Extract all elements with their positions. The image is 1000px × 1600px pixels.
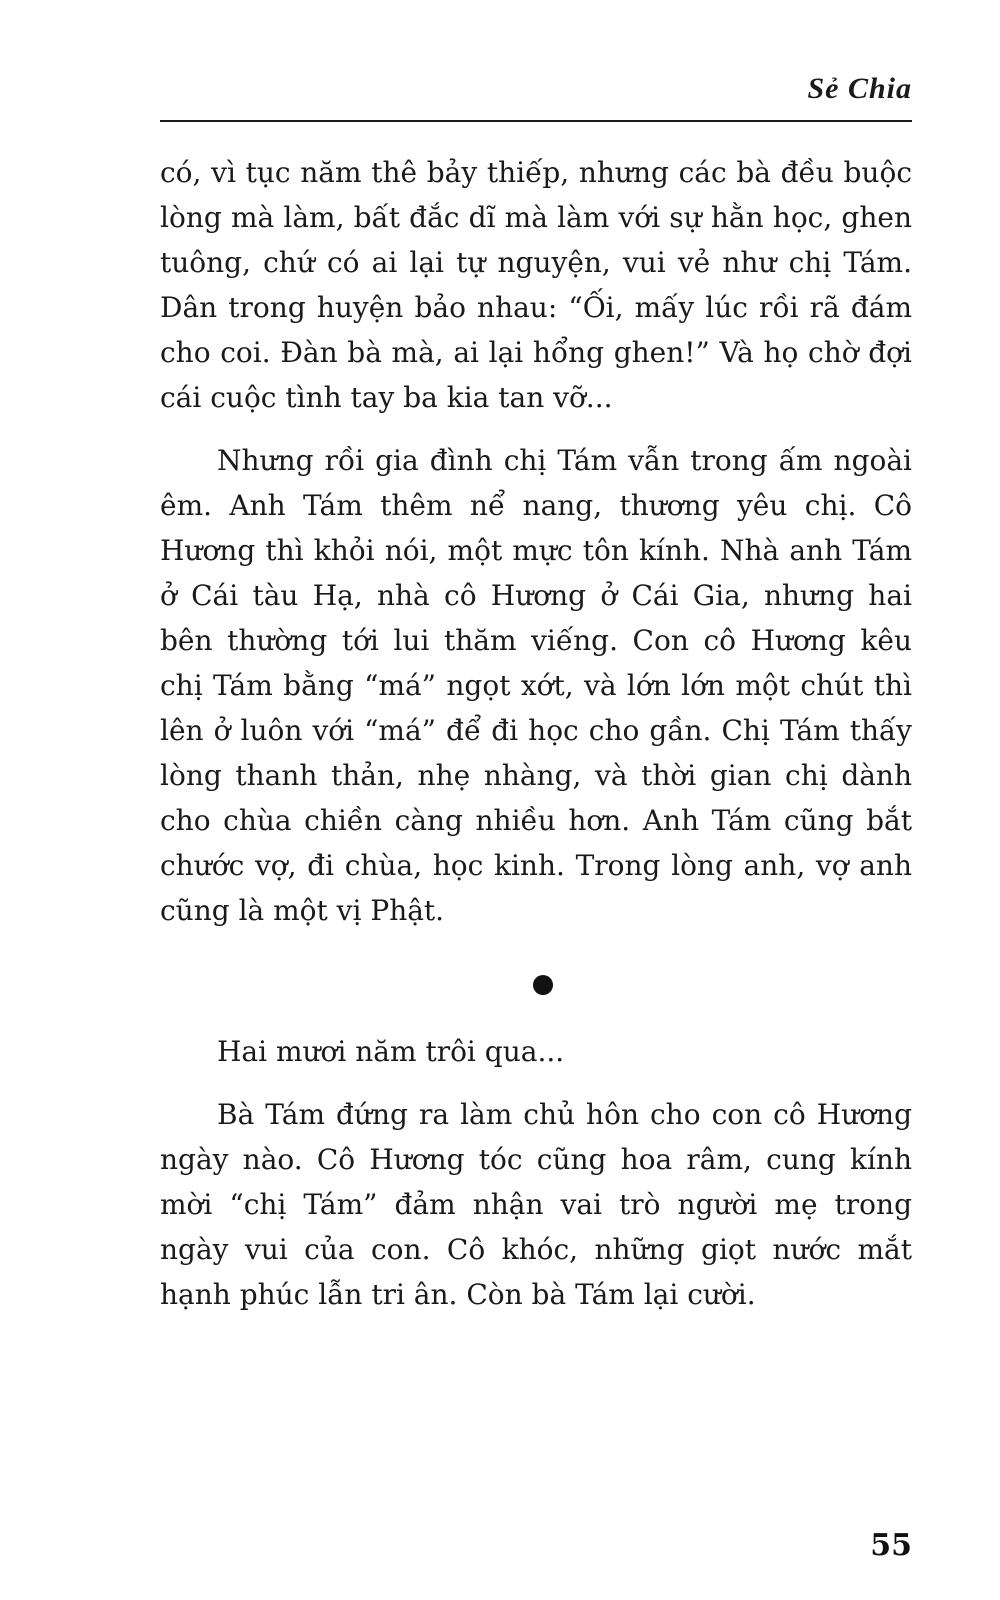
paragraph: Bà Tám đứng ra làm chủ hôn cho con cô Hương ngày nào. Cô Hương tóc cũng hoa râm, cung kính mời “chị Tám” đảm nhận vai trò người mẹ trong ngày vui của con. Cô khóc, những giọt nước mắt hạnh phúc lẫn tri ân. Còn bà Tám lại cười. — [160, 1098, 912, 1311]
section-separator — [160, 951, 912, 1011]
bullet-ornament-icon — [533, 975, 553, 995]
running-header-title: Sẻ Chia — [807, 72, 912, 105]
body-text — [160, 150, 912, 1317]
paragraph: Nhưng rồi gia đình chị Tám vẫn trong ấm ngoài êm. Anh Tám thêm nể nang, thương yêu chị. Cô Hương thì khỏi nói, một mực tôn kính. Nhà anh Tám ở Cái tàu Hạ, nhà cô Hương ở Cái Gia, nhưng hai bên thường tới lui thăm viếng. Con cô Hương kêu chị Tám bằng “má” ngọt xớt, và lớn lớn một chút thì lên ở luôn với “má” để đi học cho gần. Chị Tám thấy lòng thanh thản, nhẹ nhàng, và thời gian chị dành cho chùa chiền càng nhiều hơn. Anh Tám cũng bắt chước vợ, đi chùa, học kinh. Trong lòng anh, vợ anh cũng là một vị Phật. — [160, 444, 912, 927]
header-divider — [160, 120, 912, 122]
paragraph: Hai mươi năm trôi qua... — [217, 1035, 565, 1068]
page-number: 55 — [870, 1528, 912, 1563]
paragraph-continued: có, vì tục năm thê bảy thiếp, nhưng các bà đều buộc lòng mà làm, bất đắc dĩ mà làm với sự hằn học, ghen tuông, chứ có ai lại tự nguyện, vui vẻ như chị Tám. Dân trong huyện bảo nhau: “Ối, mấy lúc rồi rã đám cho coi. Đàn bà mà, ai lại hổng ghen!” Và họ chờ đợi cái cuộc tình tay ba kia tan vỡ... — [160, 156, 912, 414]
